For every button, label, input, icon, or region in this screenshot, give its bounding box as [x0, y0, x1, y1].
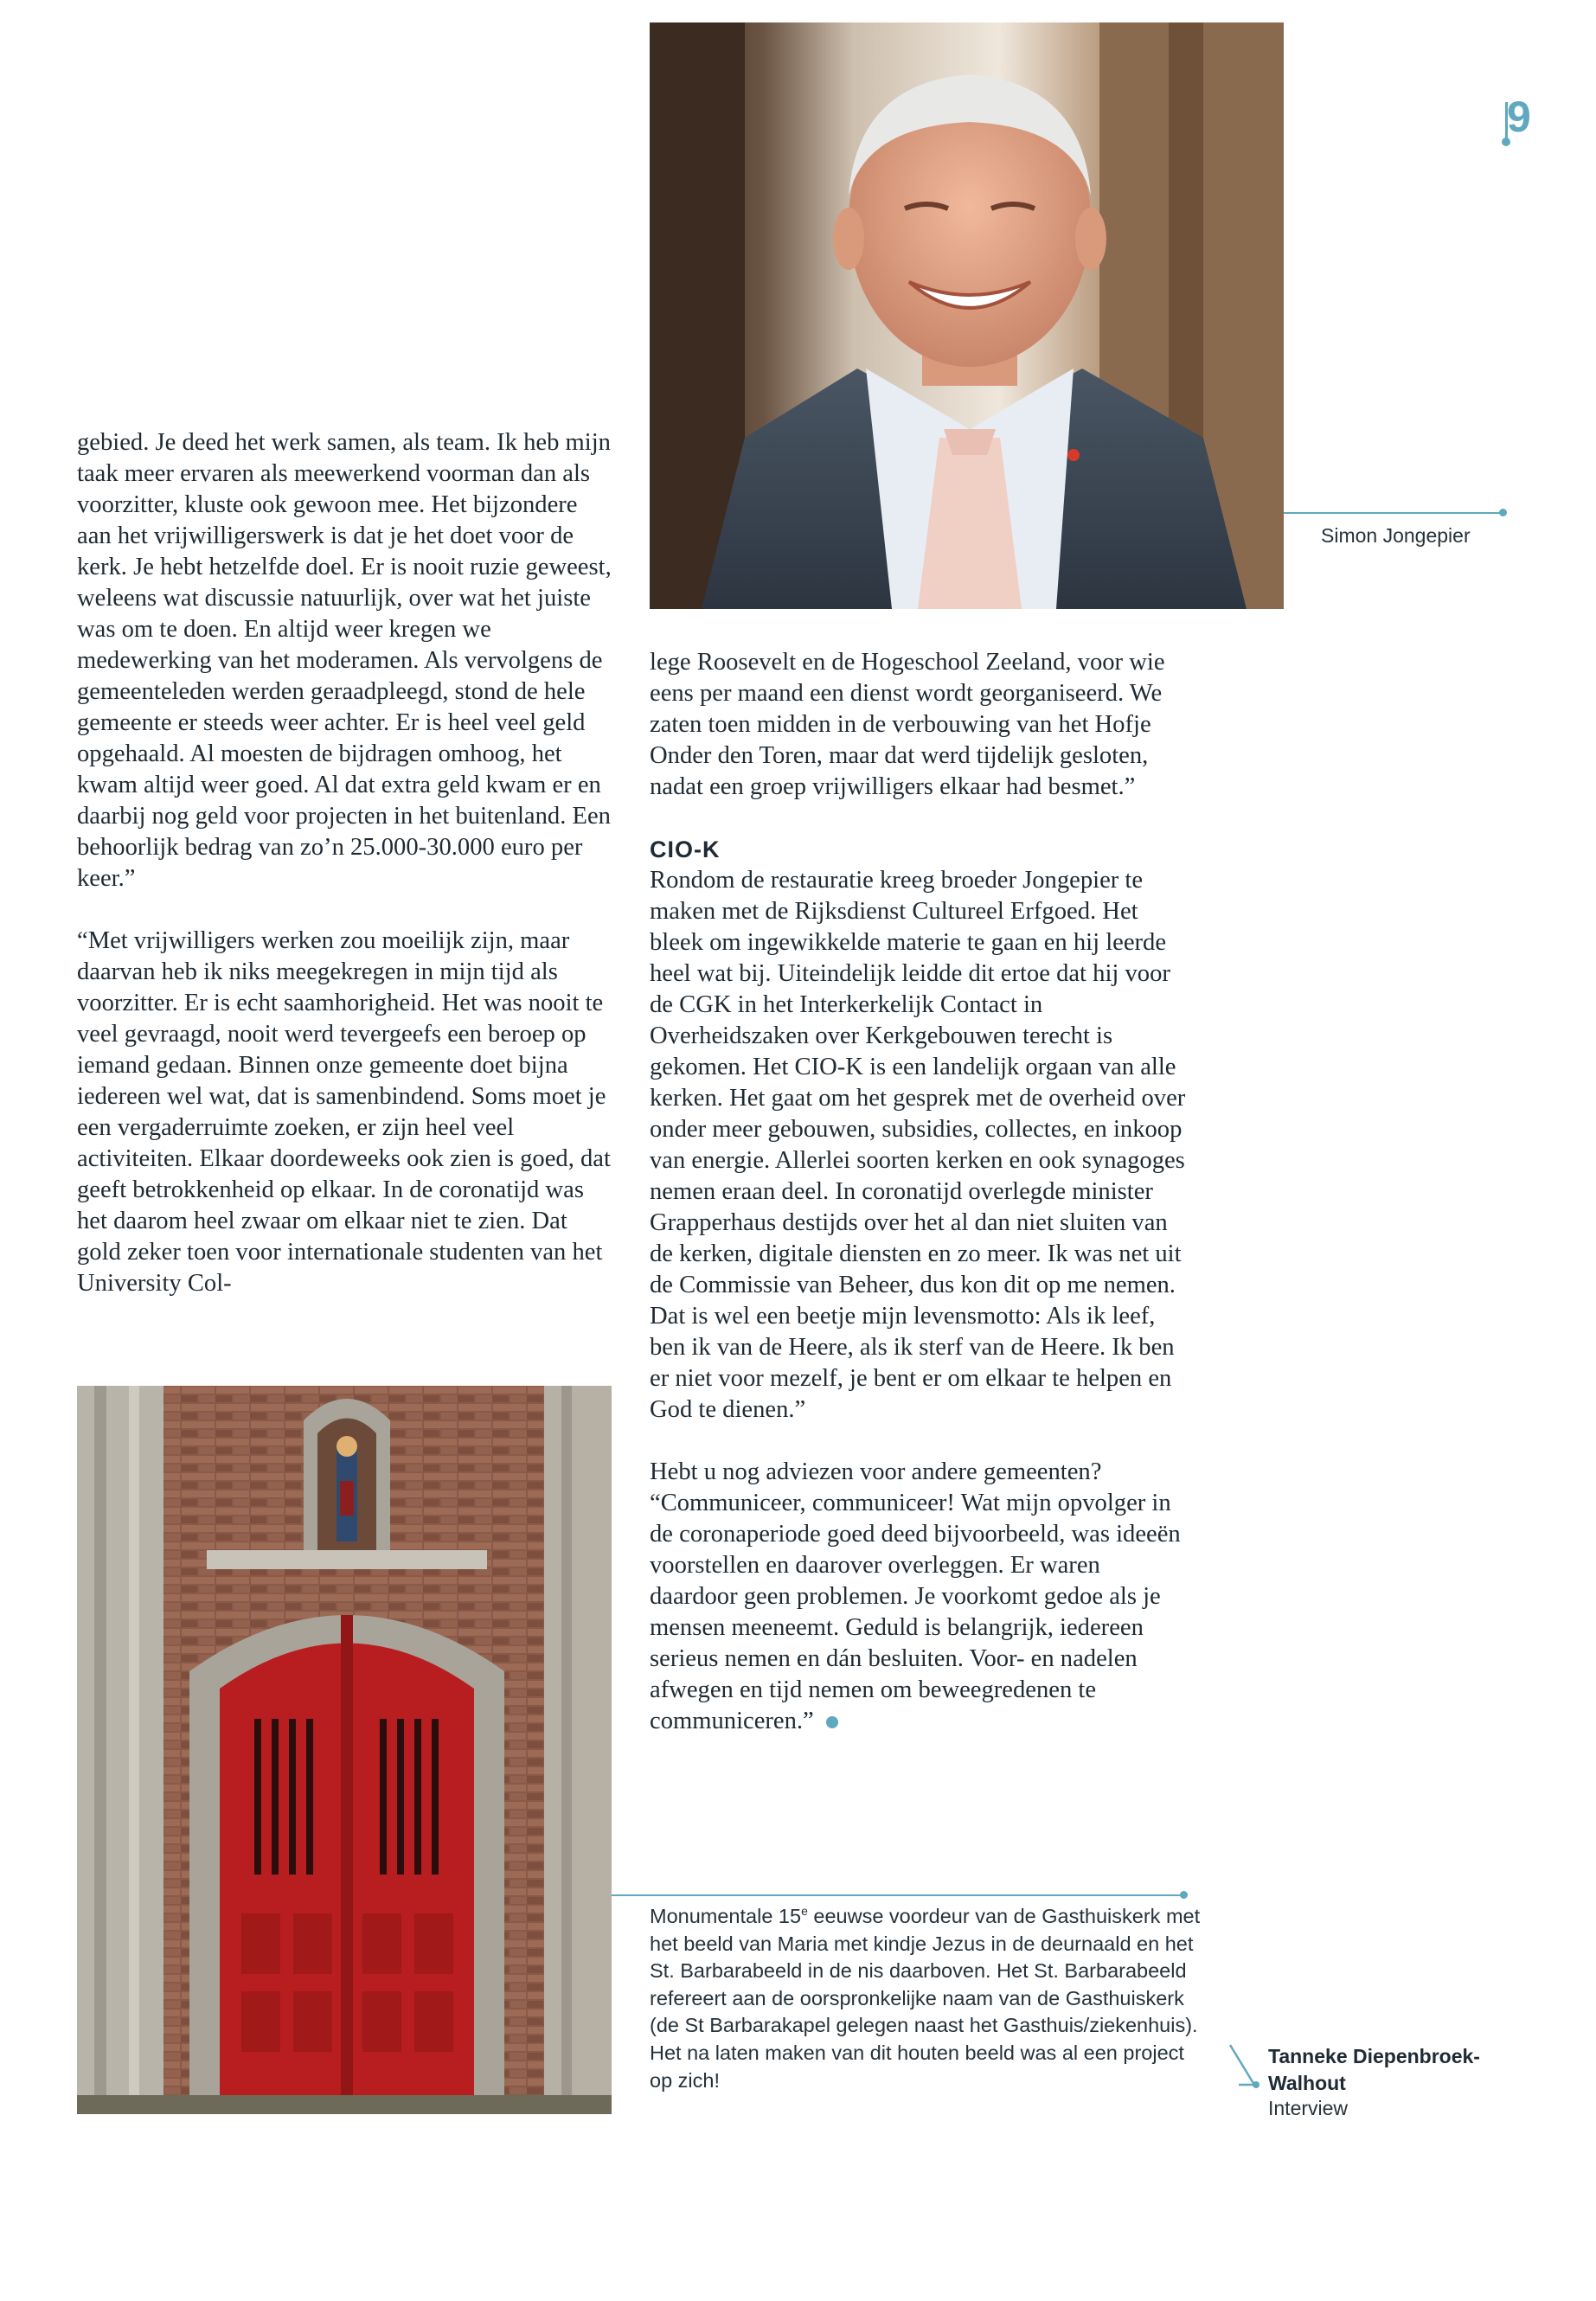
portrait-photo — [650, 22, 1284, 609]
article-paragraph: “Met vrijwilligers werken zou moeilijk zijn, maar daarvan heb ik niks meegekregen in mijn tijd als voorzitter. Er is echt saamhorigheid. Het was nooit te veel gevraagd, nooit werd tevergeefs een beroep op iemand gedaan. Binnen onze gemeente doet bijna iedereen wel wat, dat is samenbindend. Soms moet je een vergaderruimte zoeken, er zijn heel veel activiteiten. Elkaar doordeweeks ook zien is goed, dat geeft betrokkenheid op elkaar. In de coronatijd was het daarom heel zwaar om elkaar niet te zien. Dat gold zeker toen voor internationale studenten van het University Col- — [77, 927, 611, 1297]
author-name: Tanneke Diepenbroek-Walhout — [1268, 2045, 1480, 2094]
portrait-caption-dot — [1499, 509, 1507, 516]
caption-superscript: e — [801, 1904, 808, 1919]
article-paragraph: gebied. Je deed het werk samen, als team. Ik heb mijn taak meer ervaren als meewerkend voorman dan als voorzitter, kluste ook gewoon mee. Het bijzondere aan het vrijwilligerswerk is dat je het doet voor de kerk. Je hebt hetzelfde doel. Er is nooit ruzie geweest, weleens wat discussie natuurlijk, over wat het juiste was om te doen. En altijd weer kregen we medewerking van het moderamen. Als vervolgens de gemeenteleden werden geraadpleegd, stond de hele gemeente er steeds weer achter. Er is heel veel geld opgehaald. Al moesten de bijdragen omhoog, het kwam altijd weer goed. Al dat extra geld kwam er en daarbij nog geld voor projecten in het buitenland. Een behoorlijk bedrag van zo’n 25.000-30.000 euro per keer.” — [77, 429, 612, 892]
article-paragraph: lege Roosevelt en de Hogeschool Zeeland, voor wie eens per maand een dienst wordt georganiseerd. We zaten toen midden in de verbouwing van het Hofje Onder den Toren, maar dat werd tijdelijk gesloten, nadat een groep vrijwilligers elkaar had besmet.” — [650, 649, 1165, 800]
closing-quote: “Communiceer, communiceer! Wat mijn opvolger in de coronaperiode goed deed bijvoorbeeld, was ideeën voorstellen en daarover overleggen. Er waren daardoor geen problemen. Je voorkomt gedoe als je mensen meeneemt. Geduld is belangrijk, iedereen serieus nemen en dán besluiten. Voor- en nadelen afwegen en tijd nemen om beweegredenen te communiceren.” — [650, 1490, 1181, 1734]
church-door-photo — [77, 1386, 612, 2114]
article-right-column — [650, 647, 1186, 1737]
caption-text: eeuwse voordeur van de Gasthuiskerk met het beeld van Maria met kindje Jezus in de deurnaald en het St. Barbarabeeld in de nis daarboven. Het St. Barbarabeeld refereert aan de oorspronkelijke naam van de Gasthuiskerk (de St Barbarakapel gelegen naast het Gasthuis/ziekenhuis). Het na laten maken van dit houten beeld was al een project op zich! — [650, 1905, 1201, 2092]
portrait-illustration — [650, 22, 1284, 609]
author-role: Interview — [1268, 2097, 1349, 2119]
door-caption-rule — [612, 1894, 1184, 1896]
caption-text: Monumentale 15 — [650, 1905, 802, 1927]
door-photo-caption — [650, 1903, 1203, 2094]
page-number: 9 — [1507, 93, 1531, 141]
portrait-caption: Simon Jongepier — [1321, 524, 1471, 547]
article-left-column — [77, 427, 613, 1299]
article-paragraph: Rondom de restauratie kreeg broeder Jongepier te maken met de Rijksdienst Cultureel Erfgoed. Het bleek om ingewikkelde materie te gaan en hij leerde heel wat bij. Uiteindelijk leidde dit ertoe dat hij voor de CGK in het Interkerkelijk Contact in Overheidszaken over Kerkgebouwen terecht is gekomen. Het CIO-K is een landelijk orgaan van alle kerken. Het gaat om het gesprek met de overheid over onder meer gebouwen, subsidies, collectes, en inkoop van energie. Allerlei soorten kerken en ook synagoges nemen eraan deel. In coronatijd overlegde minister Grapperhaus destijds over het al dan niet sluiten van de kerken, digitale diensten en zo meer. Ik was net uit de Commissie van Beheer, dus kon dit op me nemen. Dat is wel een beetje mijn levensmotto: Als ik leef, ben ik van de Heere, als ik sterf van de Heere. Ik ben er niet voor mezelf, je bent er om elkaar te helpen en God te dienen.” — [650, 867, 1186, 1423]
author-arrow-icon — [1227, 2041, 1261, 2092]
door-caption-dot — [1180, 1891, 1188, 1899]
church-door-illustration — [77, 1386, 612, 2114]
portrait-caption-rule — [1284, 512, 1503, 514]
closing-paragraph — [650, 1457, 1186, 1737]
closing-question: Hebt u nog adviezen voor andere gemeenten? — [650, 1458, 1102, 1485]
article-end-dot — [826, 1716, 838, 1728]
section-heading: CIO-K — [650, 836, 721, 862]
